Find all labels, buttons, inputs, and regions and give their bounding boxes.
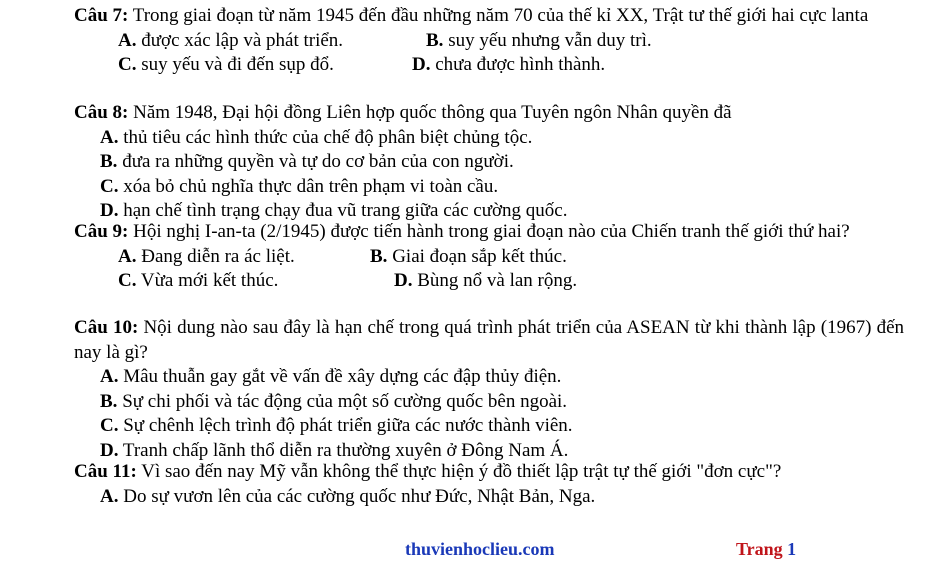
question-stem <box>74 220 904 245</box>
option-text: Đang diễn ra ác liệt. <box>136 245 295 267</box>
option-letter: D. <box>100 439 119 461</box>
option-letter: B. <box>100 151 118 172</box>
option-c <box>118 53 334 78</box>
option-c <box>118 269 278 294</box>
option-text: Mâu thuẫn gay gắt về vấn đề xây dựng các đập thủy điện. <box>118 366 562 387</box>
option-text: Vừa mới kết thúc. <box>136 270 279 291</box>
page-label: Trang <box>736 539 783 559</box>
option-text: Tranh chấp lãnh thổ diễn ra thường xuyên ở Đông Nam Á. <box>118 439 569 461</box>
question-label: Câu 8: <box>74 102 129 123</box>
option-letter: C. <box>100 175 119 197</box>
question-text: Nội dung nào sau đây là hạn chế trong quá trình phát triển của ASEAN từ khi thành lập (1967) đến nay là gì? <box>74 317 904 363</box>
question-stem <box>74 101 904 126</box>
option-text: Do sự vươn lên của các cường quốc như Đức, Nhật Bản, Nga. <box>118 485 596 507</box>
question-9 <box>74 220 904 294</box>
option-text: hạn chế tình trạng chạy đua vũ trang giữa các cường quốc. <box>118 200 568 221</box>
option-letter: A. <box>118 29 137 51</box>
option-d <box>412 53 605 78</box>
question-label: Câu 11: <box>74 461 137 482</box>
option-letter: C. <box>118 54 137 75</box>
option-a <box>74 485 904 510</box>
footer-site-link[interactable]: thuvienhoclieu.com <box>405 539 555 559</box>
option-text: suy yếu nhưng vẫn duy trì. <box>443 29 652 51</box>
option-a <box>118 245 295 270</box>
option-d <box>394 269 577 294</box>
footer-page-number <box>736 537 796 562</box>
option-letter: A. <box>118 245 137 267</box>
option-text: suy yếu và đi đến sụp đổ. <box>136 54 334 75</box>
option-row <box>74 53 904 78</box>
question-text: Trong giai đoạn từ năm 1945 đến đầu những năm 70 của thế kỉ XX, Trật tư thế giới hai cực lanta <box>128 5 869 26</box>
option-b <box>370 245 567 270</box>
option-b <box>74 150 904 175</box>
option-row <box>74 29 904 54</box>
question-text: Năm 1948, Đại hội đồng Liên hợp quốc thông qua Tuyên ngôn Nhân quyền đã <box>128 102 732 123</box>
question-11 <box>74 460 904 509</box>
option-a <box>74 365 904 390</box>
option-letter: D. <box>394 270 413 291</box>
option-c <box>74 175 904 200</box>
option-letter: D. <box>100 200 119 221</box>
option-letter: C. <box>100 415 119 436</box>
option-letter: B. <box>100 390 118 412</box>
option-a <box>74 126 904 151</box>
question-label: Câu 9: <box>74 221 129 242</box>
option-letter: C. <box>118 270 137 291</box>
question-label: Câu 10: <box>74 317 139 338</box>
option-text: được xác lập và phát triển. <box>136 29 344 51</box>
option-text: Sự chi phối và tác động của một số cường quốc bên ngoài. <box>117 390 568 412</box>
question-stem <box>74 460 904 485</box>
question-7 <box>74 4 904 78</box>
question-8 <box>74 101 904 224</box>
option-text: chưa được hình thành. <box>430 54 606 75</box>
option-text: Giai đoạn sắp kết thúc. <box>387 245 567 267</box>
option-text: xóa bỏ chủ nghĩa thực dân trên phạm vi toàn cầu. <box>118 175 499 197</box>
question-stem <box>74 316 904 365</box>
question-stem <box>74 4 904 29</box>
option-text: Bùng nổ và lan rộng. <box>412 270 578 291</box>
option-letter: A. <box>100 126 119 148</box>
page-number: 1 <box>787 539 797 559</box>
option-text: đưa ra những quyền và tự do cơ bản của con người. <box>117 151 514 172</box>
question-text: Hội nghị I-an-ta (2/1945) được tiến hành trong giai đoạn nào của Chiến tranh thế giới thứ hai? <box>128 221 850 242</box>
question-text: Vì sao đến nay Mỹ vẫn không thể thực hiện ý đồ thiết lập trật tự thế giới "đơn cực"? <box>136 461 782 482</box>
option-row <box>74 269 904 294</box>
option-a <box>118 29 343 54</box>
option-letter: A. <box>100 485 119 507</box>
option-row <box>74 245 904 270</box>
question-label: Câu 7: <box>74 5 129 26</box>
option-letter: B. <box>370 245 388 267</box>
option-letter: D. <box>412 54 431 75</box>
option-text: Sự chênh lệch trình độ phát triển giữa các nước thành viên. <box>118 415 573 436</box>
option-b <box>426 29 652 54</box>
option-text: thủ tiêu các hình thức của chế độ phân biệt chủng tộc. <box>118 126 533 148</box>
option-letter: B. <box>426 29 444 51</box>
option-c <box>74 414 904 439</box>
question-10 <box>74 316 904 463</box>
option-letter: A. <box>100 366 119 387</box>
option-b <box>74 390 904 415</box>
